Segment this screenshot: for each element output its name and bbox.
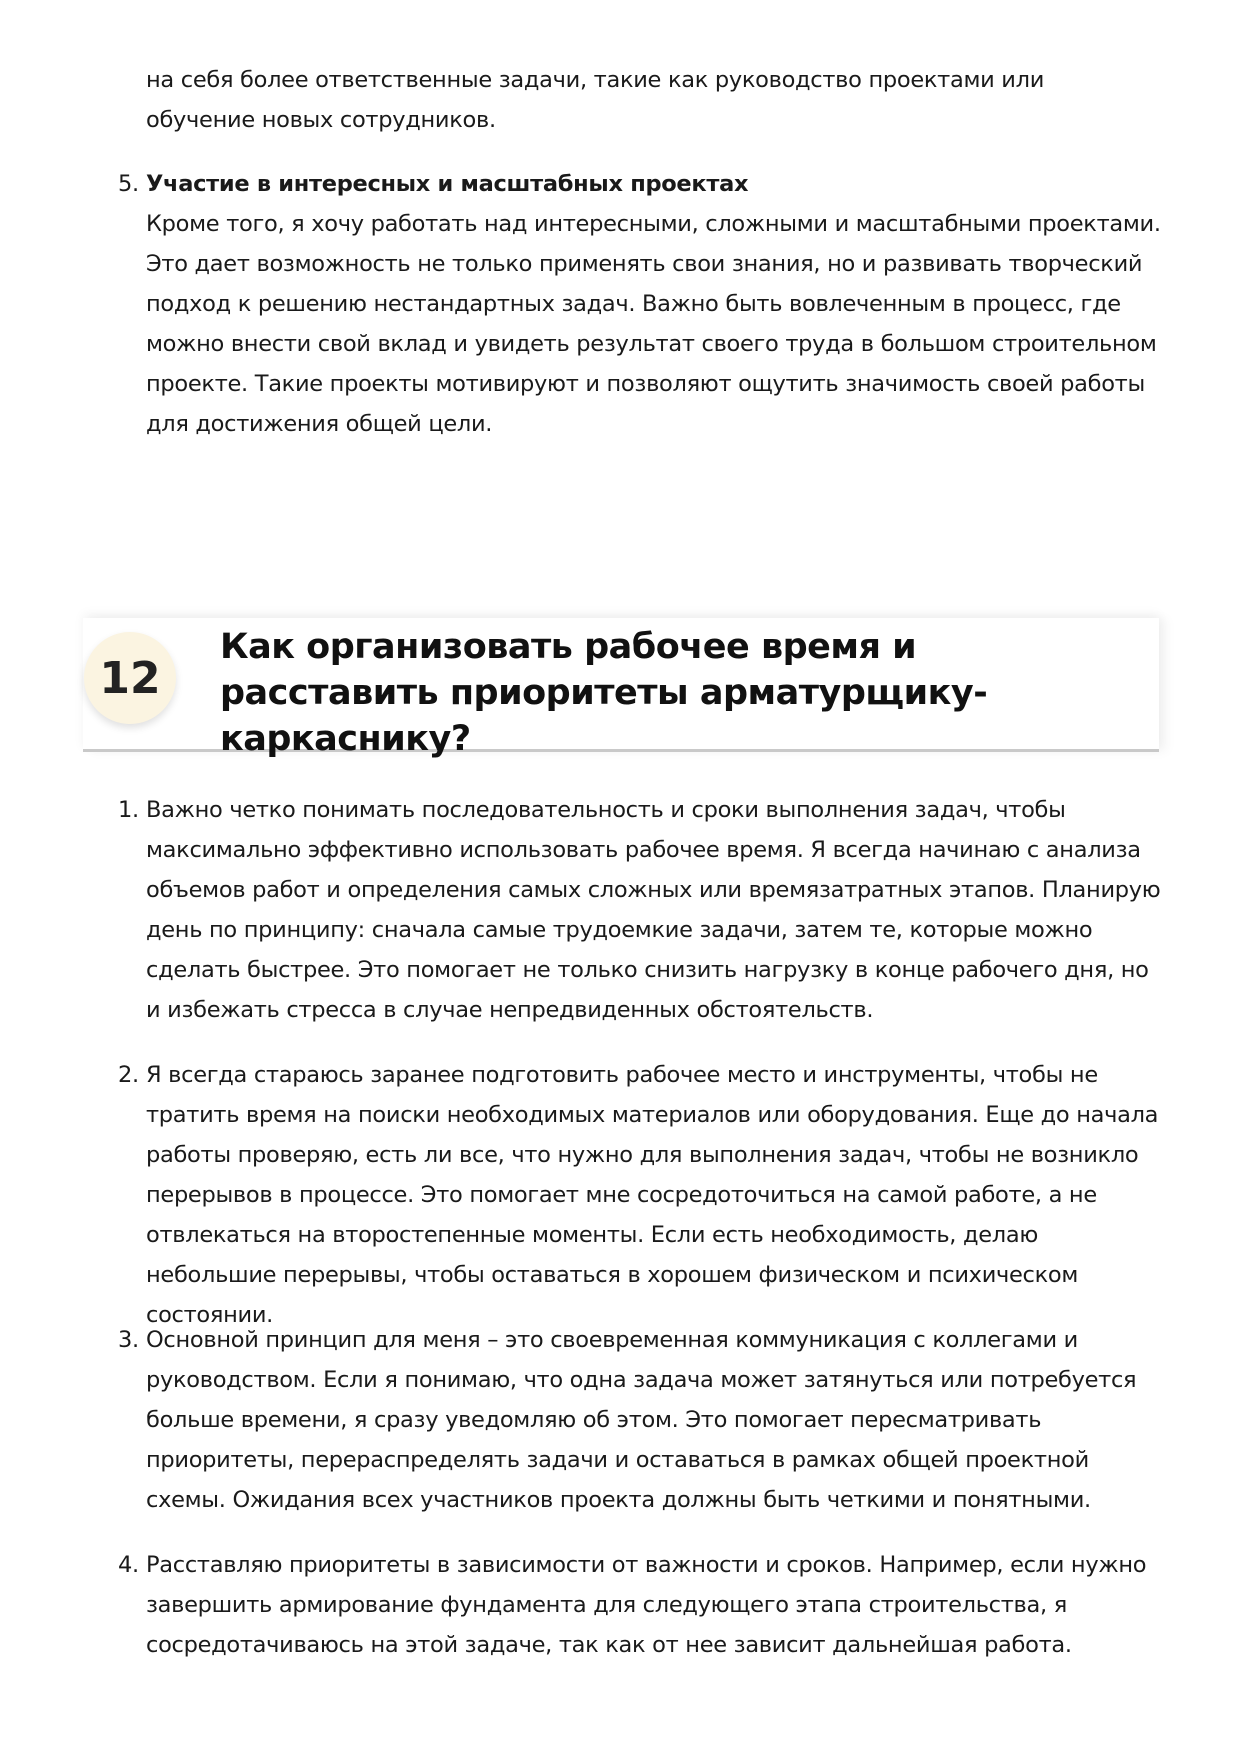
continuation-paragraph: на себя более ответственные задачи, такие как руководство проектами или обучение новых сотрудников. xyxy=(146,67,1045,133)
list-item-number: 2. xyxy=(118,1062,139,1088)
list-item xyxy=(118,790,1168,1030)
list-item-number: 4. xyxy=(118,1552,139,1578)
list-item-number: 5. xyxy=(118,171,139,197)
section-title: Как организовать рабочее время и расставить приоритеты арматурщику-каркаснику? xyxy=(220,627,988,759)
list-item xyxy=(118,1055,1168,1335)
list-item-5 xyxy=(118,164,1168,444)
list-item-text: Важно четко понимать последовательность и сроки выполнения задач, чтобы максимально эффективно использовать рабочее время. Я всегда начинаю с анализа объемов работ и определения самых сложных или времязатратных этапов. Планирую день по принципу: сначала самые трудоемкие задачи, затем те, которые можно сделать быстрее. Это помогает не только снизить нагрузку в конце рабочего дня, но и избежать стресса в случае непредвиденных обстоятельств. xyxy=(146,797,1161,1023)
list-item-text: Основной принцип для меня – это своевременная коммуникация с коллегами и руководством. Если я понимаю, что одна задача может затянуться или потребуется больше времени, я сразу уведомляю об этом. Это помогает пересматривать приоритеты, перераспределять задачи и оставаться в рамках общей проектной схемы. Ожидания всех участников проекта должны быть четкими и понятными. xyxy=(146,1327,1137,1513)
list-item-number: 1. xyxy=(118,797,139,823)
list-item xyxy=(118,1320,1168,1520)
list-item-text: Кроме того, я хочу работать над интересными, сложными и масштабными проектами. Это дает возможность не только применять свои знания, но и развивать творческий подход к решению нестандартных задач. Важно быть вовлеченным в процесс, где можно внести свой вклад и увидеть результат своего труда в большом строительном проекте. Такие проекты мотивируют и позволяют ощутить значимость своей работы для достижения общей цели. xyxy=(146,211,1161,437)
list-item-text: Расставляю приоритеты в зависимости от важности и сроков. Например, если нужно завершить армирование фундамента для следующего этапа строительства, я сосредотачиваюсь на этой задаче, так как от нее зависит дальнейшая работа. xyxy=(146,1552,1147,1658)
list-item-number: 3. xyxy=(118,1327,139,1353)
section-number-badge: 12 xyxy=(84,632,176,724)
list-item xyxy=(118,1545,1168,1665)
list-item-title: Участие в интересных и масштабных проектах xyxy=(146,171,749,197)
list-item-text: Я всегда стараюсь заранее подготовить рабочее место и инструменты, чтобы не тратить время на поиски необходимых материалов или оборудования. Еще до начала работы проверяю, есть ли все, что нужно для выполнения задач, чтобы не возникло перерывов в процессе. Это помогает мне сосредоточиться на самой работе, а не отвлекаться на второстепенные моменты. Если есть необходимость, делаю небольшие перерывы, чтобы оставаться в хорошем физическом и психическом состоянии. xyxy=(146,1062,1159,1328)
